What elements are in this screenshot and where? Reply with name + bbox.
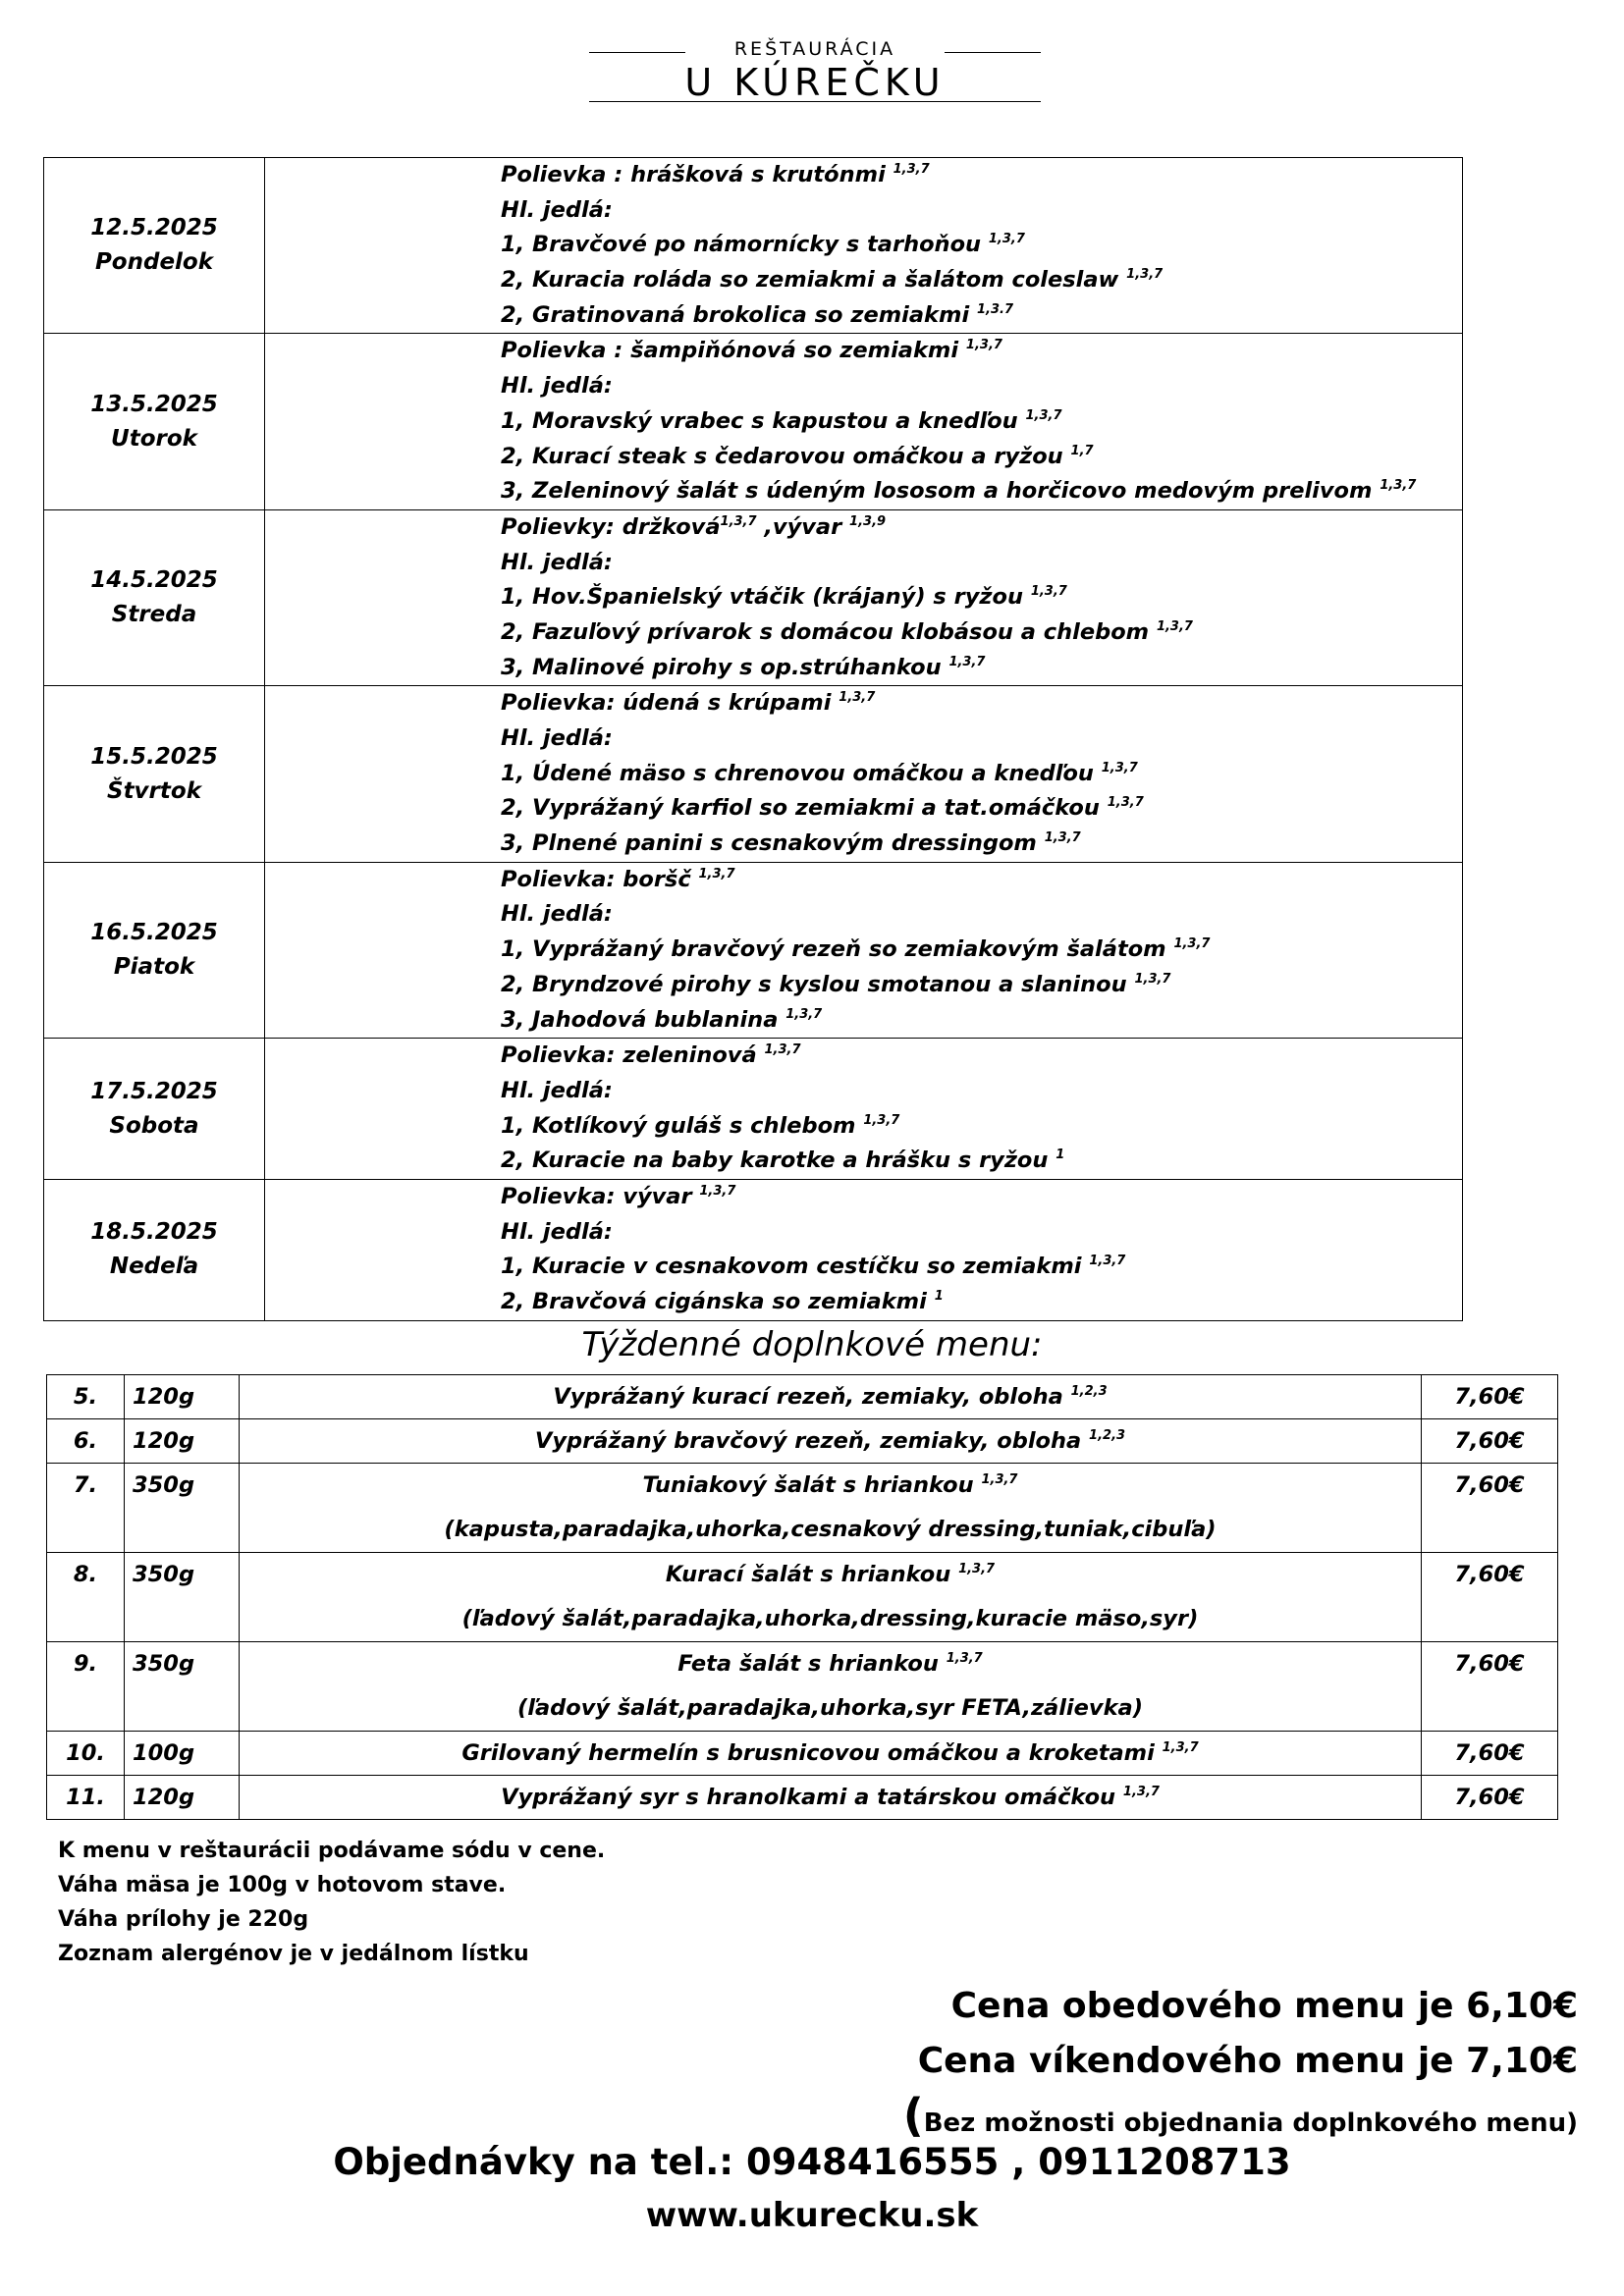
item-price: 7,60€ [1422, 1732, 1558, 1776]
allergen-codes: 1,3,7 [948, 654, 986, 669]
dish-text: Polievka: údená s krúpami [501, 690, 839, 717]
menu-prices [903, 1979, 1578, 2150]
dish-line [501, 1109, 1462, 1145]
dish-line [501, 369, 1462, 404]
day-dishes-cell [265, 686, 1463, 862]
allergen-codes: 1,3,7 [698, 866, 735, 881]
day-date: 16.5.2025 [90, 919, 218, 945]
item-description [240, 1419, 1422, 1464]
day-dishes-cell [265, 1179, 1463, 1320]
daily-menu-table [43, 157, 1463, 1321]
item-name-line [240, 1464, 1421, 1507]
dish-text: 1, Údené mäso s chrenovou omáčkou a knedľou [501, 760, 1102, 786]
allergen-codes: 1 [934, 1289, 944, 1304]
dish-line [501, 721, 1462, 757]
allergen-codes: 1,3,7 [1025, 407, 1062, 423]
allergen-codes: 1,3,7 [1173, 936, 1211, 952]
logo-subtitle: REŠTAURÁCIA [733, 38, 896, 60]
dish-line [501, 651, 1462, 686]
item-weight: 120g [125, 1419, 240, 1464]
day-dishes-cell [265, 509, 1463, 685]
day-row [44, 686, 1463, 862]
dish-text: Polievka: boršč [501, 866, 699, 892]
allergen-codes: 1,3,7 [1162, 1740, 1199, 1755]
weekly-menu-row [47, 1419, 1558, 1464]
day-name: Štvrtok [107, 777, 201, 804]
allergen-codes: 1,3,7 [699, 1183, 736, 1199]
day-name: Pondelok [94, 249, 214, 276]
dish-line [501, 1144, 1462, 1179]
weekly-menu-row [47, 1464, 1558, 1553]
allergen-codes: 1,3,7 [1156, 618, 1193, 634]
allergen-codes: 1,3,7 [1089, 1254, 1126, 1269]
dish-text: Polievky: držková [501, 513, 721, 540]
day-name: Streda [111, 602, 197, 628]
dish-text: Polievka : hrášková s krutónmi [501, 162, 893, 187]
allergen-codes: 1 [1056, 1148, 1065, 1163]
dish-text: Hl. jedlá: [501, 1218, 613, 1245]
allergen-codes: 1,3.7 [977, 301, 1014, 317]
item-price: 7,60€ [1422, 1642, 1558, 1732]
dish-text: 2, Bryndzové pirohy s kyslou smotanou a slaninou [501, 971, 1135, 997]
dish-line [501, 580, 1462, 615]
allergen-codes: 1,3,7 [1134, 971, 1171, 987]
weekend-menu-price: Cena víkendového menu je 7,10€ [917, 2041, 1578, 2081]
allergen-codes: 1,3,7 [1107, 795, 1144, 811]
day-date-cell [44, 862, 265, 1038]
logo-underline [589, 101, 1041, 102]
item-name: Vyprážaný syr s hranolkami a tatárskou omáčkou [501, 1785, 1123, 1810]
allergen-codes: 1,7 [1070, 443, 1094, 458]
item-description [240, 1776, 1422, 1820]
dish-text: Hl. jedlá: [501, 725, 613, 751]
dish-line [501, 404, 1462, 440]
dish-line [501, 546, 1462, 581]
dish-line [501, 1039, 1462, 1074]
allergen-codes: 1,2,3 [1089, 1428, 1126, 1443]
dish-line [501, 1285, 1462, 1320]
item-weight: 350g [125, 1553, 240, 1642]
note-side-weight: Váha prílohy je 220g [58, 1907, 309, 1932]
dish-line [501, 510, 1462, 546]
dish-text: 2, Bravčová cigánska so zemiakmi [501, 1289, 935, 1314]
dish-line [501, 263, 1462, 298]
allergen-codes: 1,3,7 [764, 1042, 801, 1058]
dish-line [501, 440, 1462, 475]
item-weight: 100g [125, 1732, 240, 1776]
item-description [240, 1642, 1422, 1732]
day-date-cell [44, 509, 265, 685]
dish-line [501, 1003, 1462, 1039]
item-name: Grilovaný hermelín s brusnicovou omáčkou a kroketami [461, 1740, 1163, 1766]
allergen-codes: 1,3,7 [965, 338, 1002, 353]
allergen-codes: 1,3,9 [849, 513, 887, 529]
allergen-codes: 1,3,7 [1030, 584, 1067, 600]
item-weight: 350g [125, 1642, 240, 1732]
dish-line [501, 1180, 1462, 1215]
dish-text: 2, Gratinovaná brokolica so zemiakmi [501, 301, 978, 328]
dish-line [501, 228, 1462, 263]
dish-text: 1, Kotlíkový guláš s chlebom [501, 1112, 864, 1139]
item-ingredients: (ľadový šalát,paradajka,uhorka,dressing,kuracie mäso,syr) [461, 1606, 1199, 1631]
day-date-cell [44, 686, 265, 862]
note-meat-weight: Váha mäsa je 100g v hotovom stave. [58, 1873, 507, 1897]
website-link[interactable]: www.ukurecku.sk [645, 2196, 979, 2235]
allergen-codes: 1,3,7 [1044, 830, 1081, 846]
day-row [44, 334, 1463, 509]
day-date-cell [44, 334, 265, 509]
dish-text: Hl. jedlá: [501, 373, 613, 400]
dish-line [501, 757, 1462, 792]
item-name-line [240, 1375, 1421, 1418]
item-number: 8. [47, 1553, 125, 1642]
note-paren: ( [902, 2089, 924, 2142]
dish-text: 2, Kurací steak s čedarovou omáčkou a ryžou [501, 443, 1071, 469]
item-price: 7,60€ [1422, 1464, 1558, 1553]
item-number: 5. [47, 1375, 125, 1419]
note-allergens: Zoznam alergénov je v jedálnom lístku [58, 1942, 529, 1966]
dish-text: Polievka : šampiňónová so zemiakmi [501, 338, 966, 364]
item-name-line [240, 1776, 1421, 1819]
dish-line [501, 334, 1462, 369]
allergen-codes: 1,3,7 [893, 162, 930, 177]
item-description [240, 1375, 1422, 1419]
dish-line [501, 1074, 1462, 1109]
allergen-codes: 1,3,7 [720, 513, 757, 529]
day-date-cell [44, 1179, 265, 1320]
item-price: 7,60€ [1422, 1776, 1558, 1820]
dish-line [501, 615, 1462, 651]
weekly-menu-table [46, 1374, 1558, 1820]
day-dishes-cell [265, 862, 1463, 1038]
dish-text: 3, Malinové pirohy s op.strúhankou [501, 654, 949, 680]
dish-text: Hl. jedlá: [501, 1077, 613, 1103]
day-row [44, 1039, 1463, 1180]
order-phones: Objednávky na tel.: 0948416555 , 0911208713 [333, 2141, 1291, 2183]
note-text: Bez možnosti objednania doplnkového menu) [923, 2109, 1578, 2138]
item-name: Tuniakový šalát s hriankou [642, 1472, 982, 1498]
dish-text: 1, Bravčové po námornícky s tarhoňou [501, 232, 989, 258]
menu-notes [58, 1834, 605, 1971]
day-date: 17.5.2025 [90, 1078, 218, 1104]
day-date: 15.5.2025 [90, 743, 218, 770]
weekly-menu-title: Týždenné doplnkové menu: [581, 1325, 1043, 1364]
day-name: Utorok [111, 425, 197, 452]
restaurant-logo [589, 37, 1041, 106]
day-date: 13.5.2025 [90, 391, 218, 417]
weekly-menu-row [47, 1375, 1558, 1419]
dish-text: 3, Jahodová bublanina [501, 1006, 786, 1033]
day-dishes-cell [265, 1039, 1463, 1180]
dish-line [501, 1215, 1462, 1251]
contact-block [0, 2136, 1624, 2242]
weekly-menu-row [47, 1642, 1558, 1732]
dish-text: 1, Hov.Španielský vtáčik (krájaný) s ryžou [501, 584, 1031, 611]
day-row [44, 1179, 1463, 1320]
item-description [240, 1553, 1422, 1642]
allergen-codes: 1,3,7 [946, 1651, 983, 1666]
dish-line [501, 897, 1462, 933]
item-price: 7,60€ [1422, 1419, 1558, 1464]
dish-text: 2, Kuracia roláda so zemiakmi a šalátom coleslaw [501, 267, 1127, 294]
item-name: Feta šalát s hriankou [677, 1651, 947, 1677]
weekly-menu-row [47, 1776, 1558, 1820]
dish-line [501, 1250, 1462, 1285]
day-date-cell [44, 1039, 265, 1180]
dish-line [501, 474, 1462, 509]
dish-text: 3, Plnené panini s cesnakovým dressingom [501, 830, 1045, 857]
dish-line [501, 193, 1462, 229]
day-date: 18.5.2025 [90, 1219, 218, 1246]
dish-line [501, 686, 1462, 721]
item-number: 7. [47, 1464, 125, 1553]
day-date: 12.5.2025 [90, 215, 218, 241]
dish-text-extra: ,vývar [756, 513, 850, 540]
allergen-codes: 1,3,7 [785, 1006, 823, 1022]
logo-rule-right [945, 52, 1041, 53]
allergen-codes: 1,3,7 [863, 1112, 900, 1128]
dish-line [501, 298, 1462, 334]
dish-line [501, 827, 1462, 862]
dish-text: Hl. jedlá: [501, 196, 613, 223]
item-name: Kurací šalát s hriankou [665, 1562, 959, 1587]
item-weight: 350g [125, 1464, 240, 1553]
dish-line [501, 791, 1462, 827]
dish-text: 2, Fazuľový prívarok s domácou klobásou a chlebom [501, 618, 1157, 645]
dish-text: Polievka: zeleninová [501, 1042, 765, 1069]
item-name-line [240, 1553, 1421, 1596]
allergen-codes: 1,3,7 [1380, 478, 1417, 494]
day-dishes-cell [265, 158, 1463, 334]
weekly-menu-row [47, 1732, 1558, 1776]
lunch-menu-price: Cena obedového menu je 6,10€ [950, 1986, 1578, 2026]
allergen-codes: 1,2,3 [1070, 1384, 1108, 1399]
item-ingredients: (ľadový šalát,paradajka,uhorka,syr FETA,zálievka) [517, 1695, 1143, 1721]
item-name-line [240, 1732, 1421, 1775]
item-number: 9. [47, 1642, 125, 1732]
dish-line [501, 158, 1462, 193]
day-dishes-cell [265, 334, 1463, 509]
note-soda: K menu v reštaurácii podávame sódu v cene. [58, 1839, 606, 1863]
weekly-menu-row [47, 1553, 1558, 1642]
item-name-line [240, 1642, 1421, 1685]
dish-text: Hl. jedlá: [501, 549, 613, 575]
item-name: Vyprážaný kurací rezeň, zemiaky, obloha [553, 1384, 1071, 1410]
item-description [240, 1732, 1422, 1776]
item-price: 7,60€ [1422, 1553, 1558, 1642]
item-number: 6. [47, 1419, 125, 1464]
dish-text: 1, Kuracie v cesnakovom cestíčku so zemiakmi [501, 1254, 1090, 1280]
dish-text: 2, Kuracie na baby karotke a hrášku s ryžou [501, 1148, 1056, 1174]
item-price: 7,60€ [1422, 1375, 1558, 1419]
allergen-codes: 1,3,7 [988, 232, 1025, 247]
allergen-codes: 1,3,7 [958, 1562, 996, 1576]
item-ingredients: (kapusta,paradajka,uhorka,cesnakový dressing,tuniak,cibuľa) [444, 1517, 1217, 1542]
day-row [44, 509, 1463, 685]
dish-text: Polievka: vývar [501, 1183, 700, 1209]
day-name: Sobota [109, 1112, 199, 1139]
day-name: Piatok [113, 953, 195, 980]
dish-text: 1, Moravský vrabec s kapustou a knedľou [501, 407, 1026, 434]
day-date: 14.5.2025 [90, 567, 218, 594]
item-weight: 120g [125, 1375, 240, 1419]
day-row [44, 158, 1463, 334]
day-date-cell [44, 158, 265, 334]
restaurant-name: U KÚREČKU [684, 61, 946, 104]
day-row [44, 862, 1463, 1038]
dish-text: Hl. jedlá: [501, 901, 613, 928]
dish-line [501, 968, 1462, 1003]
dish-text: 2, Vyprážaný karfiol so zemiakmi a tat.omáčkou [501, 795, 1108, 822]
allergen-codes: 1,3,7 [1101, 760, 1138, 775]
allergen-codes: 1,3,7 [839, 690, 876, 706]
dish-line [501, 863, 1462, 898]
item-number: 10. [47, 1732, 125, 1776]
allergen-codes: 1,3,7 [981, 1472, 1018, 1487]
dish-text: 1, Vyprážaný bravčový rezeň so zemiakovým šalátom [501, 936, 1174, 963]
dish-text: 3, Zeleninový šalát s údeným lososom a horčicovo medovým prelivom [501, 478, 1380, 505]
allergen-codes: 1,3,7 [1126, 267, 1164, 283]
dish-line [501, 933, 1462, 968]
item-name-line [240, 1419, 1421, 1463]
item-name: Vyprážaný bravčový rezeň, zemiaky, obloha [534, 1428, 1090, 1454]
item-weight: 120g [125, 1776, 240, 1820]
day-name: Nedeľa [109, 1254, 199, 1280]
item-description [240, 1464, 1422, 1553]
item-number: 11. [47, 1776, 125, 1820]
allergen-codes: 1,3,7 [1122, 1785, 1160, 1799]
